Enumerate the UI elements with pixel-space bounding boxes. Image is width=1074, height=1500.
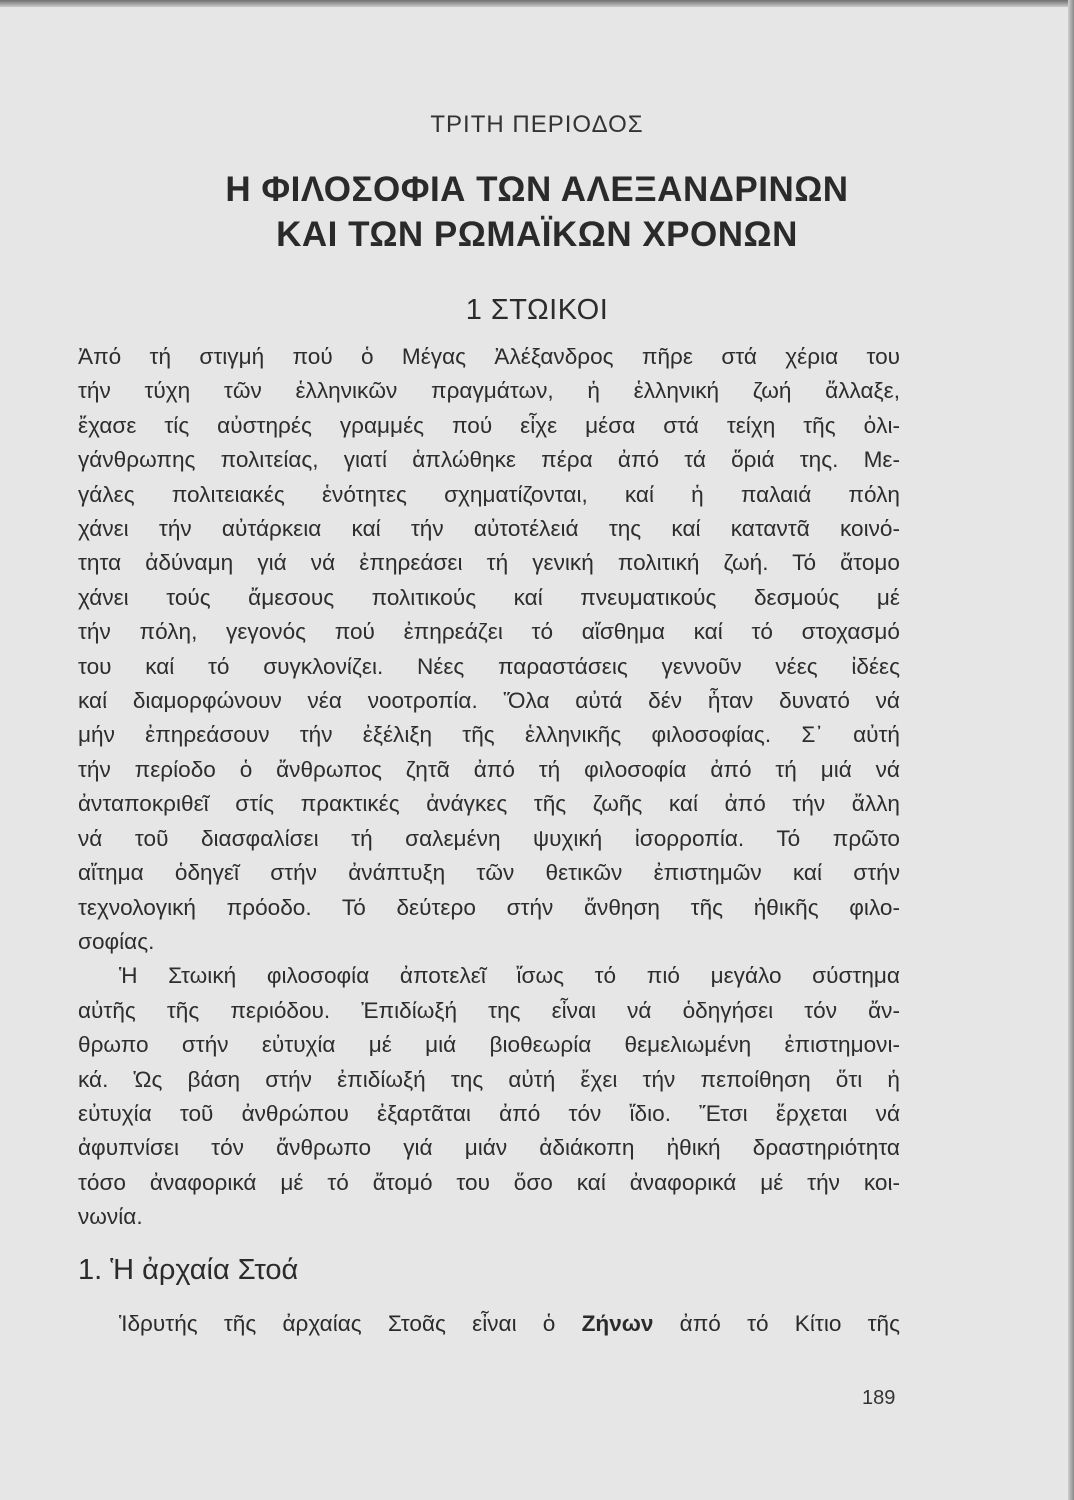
text-line: αὐτῆς τῆς περιόδου. Ἐπιδίωξή της εἶναι νά ὁδηγήσει τόν ἄν- <box>78 997 900 1023</box>
text-line: χάνει τούς ἄμεσους πολιτικούς καί πνευματικούς δεσμούς μέ <box>78 584 900 610</box>
text-line: γάνθρωπης πολιτείας, γιατί ἁπλώθηκε πέρα ἀπό τά ὅριά της. Με- <box>78 447 900 473</box>
section-text <box>78 1307 900 1341</box>
text-line: θρωπο στήν εὐτυχία μέ μιά βιοθεωρία θεμελιωμένη ἐπιστημονι- <box>78 1032 900 1058</box>
text-line: νωνία. <box>78 1204 143 1230</box>
text-line: του καί τό συγκλονίζει. Νέες παραστάσεις γεννοῦν νέες ἰδέες <box>78 653 900 679</box>
text-line: ἀφυπνίσει τόν ἄνθρωπο γιά μιάν ἀδιάκοπη ἠθική δραστηριότητα <box>78 1135 900 1161</box>
text-line: ἀνταποκριθεῖ στίς πρακτικές ἀνάγκες τῆς ζωῆς καί ἀπό τήν ἄλλη <box>78 791 900 817</box>
page-number: 189 <box>862 1387 896 1409</box>
paragraph-1 <box>78 340 900 959</box>
text-line: τητα ἀδύναμη γιά νά ἐπηρεάσει τή γενική πολιτική ζωή. Τό ἄτομο <box>78 550 900 576</box>
text-line: τόσο ἀναφορικά μέ τό ἄτομό του ὅσο καί ἀναφορικά μέ τήν κοι- <box>78 1169 900 1195</box>
text-line: ἔχασε τίς αὐστηρές γραμμές πού εἶχε μέσα στά τείχη τῆς ὀλι- <box>78 412 900 438</box>
page-top-shadow <box>0 0 1074 7</box>
section-heading: 1. Ἡ ἀρχαία Στοά <box>78 1254 299 1286</box>
text-line: τήν περίοδο ὁ ἄνθρωπος ζητᾶ ἀπό τή φιλοσοφία ἀπό τή μιά νά <box>78 756 900 782</box>
text-line: τήν τύχη τῶν ἑλληνικῶν πραγμάτων, ἡ ἑλληνική ζωή ἄλλαξε, <box>78 378 900 404</box>
title-line-2: ΚΑΙ ΤΩΝ ΡΩΜΑΪΚΩΝ ΧΡΟΝΩΝ <box>276 215 798 254</box>
text-line: εὐτυχία τοῦ ἀνθρώπου ἐξαρτᾶται ἀπό τόν ἴδιο. Ἔτσι ἔρχεται νά <box>78 1100 900 1126</box>
text-line: μήν ἐπηρεάσουν τήν ἐξέλιξη τῆς ἑλληνικῆς φιλοσοφίας. Σ᾽ αὐτή <box>78 722 900 748</box>
section-text-start: Ἱδρυτής τῆς ἀρχαίας Στοᾶς εἶναι ὁ <box>119 1311 582 1336</box>
section-text-end: ἀπό τό Κίτιο τῆς <box>653 1311 901 1336</box>
text-line: γάλες πολιτειακές ἑνότητες σχηματίζονται, καί ἡ παλαιά πόλη <box>78 481 900 507</box>
text-line: σοφίας. <box>78 928 155 954</box>
text-line: Ἡ Στωική φιλοσοφία ἀποτελεῖ ἴσως τό πιό μεγάλο σύστημα <box>119 963 900 989</box>
paragraph-2 <box>78 959 900 1234</box>
text-line: τήν πόλη, γεγονός πού ἐπηρεάζει τό αἴσθημα καί τό στοχασμό <box>78 619 900 645</box>
text-line: αἴτημα ὁδηγεῖ στήν ἀνάπτυξη τῶν θετικῶν ἐπιστημῶν καί στήν <box>78 860 900 886</box>
main-text <box>78 340 900 1235</box>
text-line: χάνει τήν αὐτάρκεια καί τήν αὐτοτέλειά της καί καταντᾶ κοινό- <box>78 516 900 542</box>
text-line: τεχνολογική πρόοδο. Τό δεύτερο στήν ἄνθηση τῆς ἠθικῆς φιλο- <box>78 894 900 920</box>
period-heading: ΤΡΙΤΗ ΠΕΡΙΟΔΟΣ <box>430 111 644 138</box>
zenon-name: Ζήνων <box>581 1311 654 1336</box>
chapter-heading: 1 ΣΤΩΙΚΟΙ <box>465 294 609 326</box>
text-line: κά. Ὡς βάση στήν ἐπιδίωξή της αὐτή ἔχει τήν πεποίθηση ὅτι ἡ <box>78 1066 900 1092</box>
text-line: Ἀπό τή στιγμή πού ὁ Μέγας Ἀλέξανδρος πῆρε στά χέρια του <box>78 344 900 369</box>
text-line: νά τοῦ διασφαλίσει τή σαλεμένη ψυχική ἰσορροπία. Τό πρῶτο <box>78 825 900 851</box>
text-line: καί διαμορφώνουν νέα νοοτροπία. Ὅλα αὐτά δέν ἦταν δυνατό νά <box>78 688 900 714</box>
title-line-1: Η ΦΙΛΟΣΟΦΙΑ ΤΩΝ ΑΛΕΞΑΝΔΡΙΝΩΝ <box>225 170 849 209</box>
